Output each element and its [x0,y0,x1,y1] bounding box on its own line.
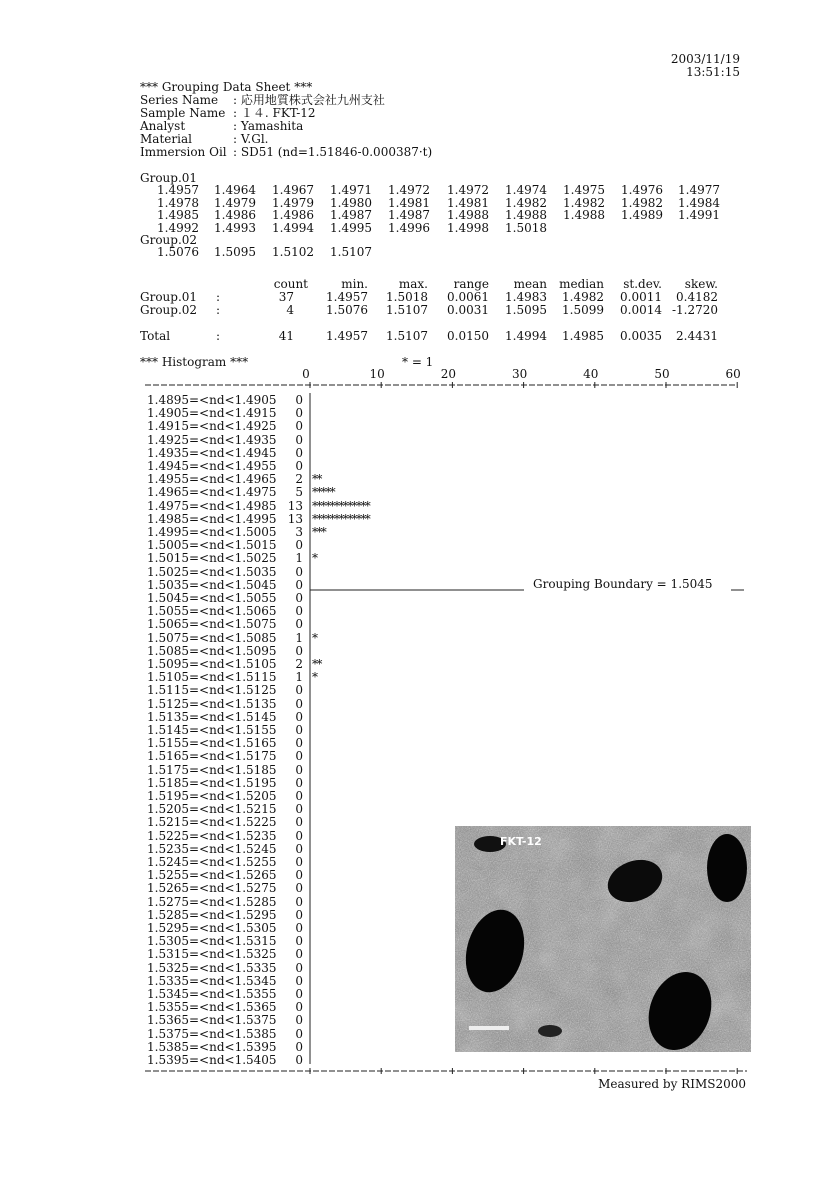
group-value: 1.5102 [272,245,314,259]
bin-count: 0 [295,987,303,1001]
bin-count: 0 [295,907,303,922]
bin-range: 1.4905=<nd<1.4915 [147,406,277,421]
stats-value: 2.4431 [676,329,718,343]
axis-tick-label: 40 [583,367,599,381]
stats-row-sep: : [216,329,221,343]
stats-header: mean [513,277,547,291]
stats-value: 0.0014 [620,303,662,317]
axis-tick-label: 20 [440,367,457,381]
bin-count: 0 [295,591,303,605]
bin-count: 0 [295,947,303,962]
header-label: Material [140,132,212,146]
group-value: 1.4957 [157,183,199,197]
bin-range: 1.5145=<nd<1.5155 [147,723,277,737]
bin-count: 0 [295,1053,303,1067]
group-title: Group.02 [140,233,198,247]
bin-range: 1.5155=<nd<1.5165 [147,736,277,751]
bin-range: 1.4895=<nd<1.4905 [147,393,277,407]
stats-value: 0.0031 [447,303,489,317]
bin-count: 0 [295,459,303,473]
bin-count: 0 [295,802,303,817]
stats-header: max. [398,277,428,291]
sheet-title: *** Grouping Data Sheet *** [140,80,313,94]
bin-range: 1.5325=<nd<1.5335 [147,960,277,975]
bin-range: 1.5255=<nd<1.5265 [147,868,277,883]
stats-value: 0.0035 [620,329,662,343]
bin-bar: *** [312,525,326,539]
footer-text: Measured by RIMS2000 [598,1077,746,1091]
axis-tick-label: 10 [369,367,385,381]
bin-count: 13 [287,511,303,526]
bin-count: 0 [295,696,303,711]
stats-value: 1.4985 [562,329,604,343]
bin-range: 1.5295=<nd<1.5305 [147,921,277,935]
group-value: 1.4985 [157,208,199,222]
bin-range: 1.5235=<nd<1.5245 [147,841,277,856]
bin-range: 1.5345=<nd<1.5355 [147,987,277,1001]
stats-row-name: Total [140,329,171,343]
bin-count: 3 [295,525,303,539]
group-value: 1.4977 [678,183,720,197]
bin-bar: ** [312,472,321,487]
bin-range: 1.4975=<nd<1.4985 [147,498,277,513]
group-value: 1.4984 [678,195,720,210]
group-value: 1.4993 [214,220,256,235]
stats-header: skew. [684,277,718,291]
bin-count: 0 [295,1026,303,1041]
photo-label: FKT-12 [500,835,542,848]
header-value: : V.Gl. [233,132,269,146]
stats-value: 1.5099 [562,303,604,317]
bin-count: 0 [295,604,303,619]
bin-range: 1.5125=<nd<1.5135 [147,696,277,711]
bin-range: 1.5065=<nd<1.5075 [147,617,277,632]
stats-value: -1.2720 [671,303,718,317]
bin-count: 0 [295,564,303,579]
bin-range: 1.5105=<nd<1.5115 [147,670,277,685]
stats-value: 0.0150 [447,329,489,343]
bin-range: 1.4985=<nd<1.4995 [147,511,277,526]
group-value: 1.4991 [678,208,720,222]
stats-row-name: Group.02 [140,303,198,317]
bin-count: 0 [295,749,303,764]
header-label: Immersion Oil [140,145,227,159]
stats-value: 1.4983 [505,290,547,304]
bin-range: 1.5095=<nd<1.5105 [147,657,277,671]
bin-range: 1.4935=<nd<1.4945 [147,445,277,460]
group-value: 1.4975 [563,183,605,197]
group-value: 1.4988 [563,208,605,222]
bin-count: 0 [295,960,303,975]
stats-value: 0.0061 [447,290,489,304]
bin-range: 1.5005=<nd<1.5015 [147,538,277,553]
bin-bar: * [312,630,317,645]
bin-range: 1.5025=<nd<1.5035 [147,564,277,579]
bin-range: 1.5035=<nd<1.5045 [147,577,277,592]
bin-count: 0 [295,617,303,632]
bin-range: 1.5185=<nd<1.5195 [147,775,277,790]
bin-range: 1.4965=<nd<1.4975 [147,485,277,500]
stats-row-sep: : [216,290,221,304]
bin-range: 1.5055=<nd<1.5065 [147,604,277,619]
bin-count: 0 [295,538,303,553]
bin-bar: ************* [312,511,370,526]
group-value: 1.4974 [505,183,547,197]
stats-value: 37 [278,290,294,304]
bin-count: 0 [295,894,303,909]
header-value: : 応用地質株式会社九州支社 [233,93,385,107]
group-value: 1.5018 [505,220,547,235]
group-value: 1.4982 [563,195,605,210]
bin-range: 1.5265=<nd<1.5275 [147,881,277,896]
axis-tick-label: 50 [654,367,670,381]
bin-count: 0 [295,1000,303,1015]
bin-range: 1.5045=<nd<1.5055 [147,591,277,605]
report-date: 2003/11/19 [670,52,740,66]
group-title: Group.01 [140,171,198,185]
stats-value: 0.4182 [676,290,718,304]
stats-value: 4 [286,303,294,317]
bin-range: 1.5215=<nd<1.5225 [147,815,277,830]
sample-photo [455,826,751,1052]
group-value: 1.4994 [272,220,314,235]
group-value: 1.4967 [272,183,314,197]
bin-count: 0 [295,419,303,434]
bin-range: 1.5225=<nd<1.5235 [147,828,277,843]
group-value: 1.5107 [330,245,372,259]
bin-range: 1.5075=<nd<1.5085 [147,630,277,645]
header-value: : １４. FKT-12 [233,106,316,120]
bin-range: 1.5195=<nd<1.5205 [147,789,277,803]
group-value: 1.4982 [621,195,663,210]
bin-range: 1.4945=<nd<1.4955 [147,459,277,473]
bin-range: 1.5335=<nd<1.5345 [147,973,277,988]
group-value: 1.4986 [214,208,256,222]
bin-count: 13 [287,498,303,513]
bin-range: 1.5365=<nd<1.5375 [147,1013,277,1028]
stats-value: 1.4982 [562,290,604,304]
group-value: 1.4976 [621,183,663,197]
bin-count: 2 [295,657,303,671]
bin-count: 0 [295,841,303,856]
bin-count: 5 [295,485,303,500]
stats-value: 1.4957 [326,329,368,343]
stats-header: range [453,277,489,291]
group-value: 1.4981 [388,195,430,210]
group-value: 1.4989 [621,208,663,222]
bin-bar: ***** [312,485,335,500]
stats-value: 0.0011 [620,290,662,304]
bin-count: 0 [295,577,303,592]
group-value: 1.4998 [447,220,489,235]
bin-range: 1.4925=<nd<1.4935 [147,432,277,447]
group-value: 1.4981 [447,195,489,210]
header-label: Sample Name [140,106,233,120]
stats-header: count [273,277,308,291]
bin-bar: * [312,551,317,566]
bin-count: 0 [295,762,303,777]
group-value: 1.4995 [330,220,372,235]
bin-range: 1.5375=<nd<1.5385 [147,1026,277,1041]
group-value: 1.4986 [272,208,314,222]
bin-range: 1.5395=<nd<1.5405 [147,1053,277,1067]
bin-bar: * [312,670,317,685]
bin-bar: ************* [312,498,370,513]
group-value: 1.4971 [330,183,372,197]
bin-range: 1.5135=<nd<1.5145 [147,709,277,724]
stats-header: min. [341,277,368,291]
header-label: Analyst [140,119,209,133]
bin-count: 0 [295,815,303,830]
group-value: 1.4978 [157,195,199,210]
bin-range: 1.5275=<nd<1.5285 [147,894,277,909]
stats-value: 1.5107 [386,303,428,317]
group-value: 1.4987 [330,208,372,222]
bin-count: 0 [295,828,303,843]
group-value: 1.4972 [447,183,489,197]
group-value: 1.4988 [505,208,547,222]
bin-range: 1.5115=<nd<1.5125 [147,683,277,698]
group-value: 1.4988 [447,208,489,222]
header-value: : Yamashita [233,119,304,133]
bin-range: 1.5285=<nd<1.5295 [147,907,277,922]
stats-value: 1.5076 [326,303,368,317]
bin-count: 1 [295,670,303,685]
bin-range: 1.5385=<nd<1.5395 [147,1039,277,1054]
group-value: 1.4964 [214,183,256,197]
stats-header: st.dev. [623,277,662,291]
stats-value: 1.5107 [386,329,428,343]
bin-count: 0 [295,736,303,751]
bin-count: 0 [295,1039,303,1054]
group-value: 1.4996 [388,220,430,235]
bin-count: 0 [295,868,303,883]
axis-tick-label: 0 [302,367,310,381]
group-value: 1.4982 [505,195,547,210]
bin-count: 0 [295,881,303,896]
bin-count: 0 [295,445,303,460]
bin-count: 0 [295,683,303,698]
bin-count: 0 [295,643,303,658]
bin-range: 1.4995=<nd<1.5005 [147,525,277,539]
group-value: 1.5076 [157,245,199,259]
group-value: 1.4979 [272,195,314,210]
bin-range: 1.5205=<nd<1.5215 [147,802,277,817]
bin-range: 1.4915=<nd<1.4925 [147,419,277,434]
bin-count: 1 [295,630,303,645]
stats-value: 41 [278,329,294,343]
histogram-title: *** Histogram *** [140,355,249,369]
header-value: : SD51 (nd=1.51846-0.000387·t) [233,145,433,159]
stats-value: 1.5095 [505,303,547,317]
stats-value: 1.4957 [326,290,368,304]
bin-count: 0 [295,775,303,790]
group-value: 1.4980 [330,195,372,210]
bin-range: 1.5085=<nd<1.5095 [147,643,277,658]
bin-count: 0 [295,393,303,407]
bin-range: 1.5315=<nd<1.5325 [147,947,277,962]
bin-count: 0 [295,973,303,988]
bin-range: 1.5175=<nd<1.5185 [147,762,277,777]
bin-range: 1.4955=<nd<1.4965 [147,472,277,487]
bin-count: 0 [295,723,303,737]
bin-range: 1.5305=<nd<1.5315 [147,934,277,949]
stats-value: 1.4994 [505,329,547,343]
group-value: 1.4972 [388,183,430,197]
histogram-scale-note: * = 1 [402,355,434,369]
axis-tick-label: 60 [725,367,741,381]
bin-range: 1.5245=<nd<1.5255 [147,855,277,869]
bin-range: 1.5355=<nd<1.5365 [147,1000,277,1015]
bin-count: 0 [295,934,303,949]
bin-count: 2 [295,472,303,487]
bin-count: 0 [295,432,303,447]
bin-count: 0 [295,1013,303,1028]
bin-count: 0 [295,709,303,724]
report-time: 13:51:15 [686,65,740,79]
bin-range: 1.5165=<nd<1.5175 [147,749,277,764]
header-label: Series Name [140,93,226,107]
stats-value: 1.5018 [386,290,428,304]
bin-bar: ** [312,657,321,671]
group-value: 1.5095 [214,245,256,259]
stats-row-name: Group.01 [140,290,198,304]
grouping-boundary-label: Grouping Boundary = 1.5045 [533,577,713,591]
stats-row-sep: : [216,303,221,317]
bin-count: 0 [295,406,303,421]
bin-count: 0 [295,789,303,803]
bin-count: 0 [295,921,303,935]
stats-header: median [559,277,604,291]
group-value: 1.4987 [388,208,430,222]
bin-count: 1 [295,551,303,566]
group-value: 1.4979 [214,195,256,210]
group-value: 1.4992 [157,220,199,235]
bin-count: 0 [295,855,303,869]
bin-range: 1.5015=<nd<1.5025 [147,551,277,566]
axis-tick-label: 30 [511,367,528,381]
